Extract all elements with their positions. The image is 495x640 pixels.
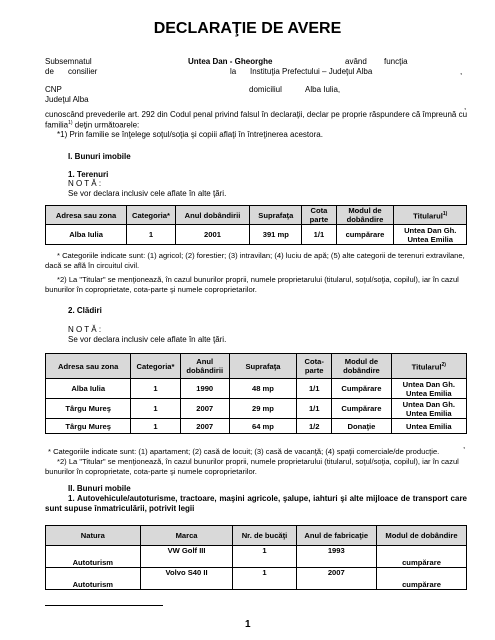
table-cell: 1 <box>131 379 180 399</box>
declarant-county: Judeţul Alba <box>45 95 89 104</box>
col-header-titular: Titularul$^{1)}$ <box>394 206 467 225</box>
nota-label: N O T Ă : <box>68 325 102 334</box>
table-cell: 1/2 <box>297 419 332 434</box>
table-row <box>46 399 467 419</box>
table-cell: Târgu Mureş <box>46 399 131 419</box>
table-row <box>46 419 467 434</box>
table-cell: Cumpărare <box>332 399 391 419</box>
intro-comma-2: , <box>464 102 467 111</box>
buildings-category-note: * Categoriile indicate sunt: (1) apartament; (2) casă de locuit; (3) casă de vacanţă; (4) spaţii comerciale/de producţie. <box>48 447 440 456</box>
table-cell: 1990 <box>180 379 229 399</box>
buildings-table <box>45 353 467 434</box>
col-header: Cota- parte <box>297 354 332 379</box>
table-cell: 2007 <box>296 568 376 590</box>
section-heading-imobile: I. Bunuri imobile <box>68 152 131 161</box>
col-header: Categoria* <box>131 354 180 379</box>
table-cell: Cumpărare <box>332 379 391 399</box>
declarant-institution: Instituţia Prefectului – Judeţul Alba <box>250 67 373 76</box>
vehicles-table <box>45 525 467 590</box>
intro-label-de: de <box>45 67 54 76</box>
col-header: Modul de dobândire <box>336 206 394 225</box>
table-cell: Untea Dan Gh. Untea Emilia <box>394 225 467 245</box>
table-cell: Târgu Mureş <box>46 419 131 434</box>
table-cell: Untea Dan Gh. Untea Emilia <box>391 399 466 419</box>
nota-text: Se vor declara inclusiv cele aflate în alte ţări. <box>68 335 227 344</box>
table-cell: 1 <box>233 546 296 568</box>
col-header-titular: Titularul$^{2)}$ <box>391 354 466 379</box>
table-cell: 1/1 <box>297 399 332 419</box>
table-cell: cumpărare <box>377 546 467 568</box>
table-cell: Autoturism <box>46 568 141 590</box>
intro-statement-2: familia$^{1)}$ deţin următoarele: <box>45 120 140 130</box>
table-cell: cumpărare <box>377 568 467 590</box>
table-cell: cumpărare <box>336 225 394 245</box>
declarant-function: consilier <box>68 67 98 76</box>
table-cell: 2007 <box>180 419 229 434</box>
intro-family-note: *1) Prin familie se înţelege soţul/soţia şi copiii aflaţi în întreţinerea acestora. <box>57 130 323 139</box>
col-header: Adresa sau zona <box>46 206 127 225</box>
table-cell: 1/1 <box>302 225 336 245</box>
table-cell: 29 mp <box>229 399 296 419</box>
intro-label-la: la <box>230 67 237 76</box>
table-cell: Donaţie <box>332 419 391 434</box>
col-header: Natura <box>46 526 141 546</box>
table-cell: 1 <box>131 419 180 434</box>
col-header: Anul dobândirii <box>180 354 229 379</box>
table-cell: 64 mp <box>229 419 296 434</box>
land-titular-note: *2) La "Titular" se menţionează, în cazul bunurilor proprii, numele proprietarului (titularul, soţul/soţia, copilul), iar în cazul bunurilor în coproprietate, cota-parte şi numele coproprietarilor. <box>45 275 459 294</box>
table-cell: Alba Iulia <box>46 379 131 399</box>
land-category-note: * Categoriile indicate sunt: (1) agricol; (2) forestier; (3) intravilan; (4) luciu de apă; (5) alte categorii de terenuri extravilane, dacă se află în circuitul civil. <box>45 251 465 270</box>
col-header: Modul de dobândire <box>332 354 391 379</box>
table-row <box>46 568 467 590</box>
nota-label: N O T Ă : <box>68 179 102 188</box>
section2-comma: , <box>463 441 466 450</box>
footnote-divider <box>45 605 163 606</box>
table-cell: Alba Iulia <box>46 225 127 245</box>
page-number: 1 <box>245 619 251 630</box>
declarant-address: Alba Iulia, <box>305 85 341 94</box>
table-cell: Untea Dan Gh. Untea Emilia <box>391 379 466 399</box>
intro-label-functia: funcţia <box>384 57 408 66</box>
table-cell: Autoturism <box>46 546 141 568</box>
table-cell: 2001 <box>175 225 250 245</box>
col-header: Suprafaţa <box>229 354 296 379</box>
col-header: Adresa sau zona <box>46 354 131 379</box>
col-header: Modul de dobândire <box>377 526 467 546</box>
subsection-heading-cladiri: 2. Clădiri <box>68 306 102 315</box>
page-title: DECLARAŢIE DE AVERE <box>153 20 342 37</box>
table-row <box>46 225 467 245</box>
intro-label-cnp: CNP <box>45 85 62 94</box>
col-header: Anul de fabricaţie <box>296 526 376 546</box>
table-cell: 1 <box>131 399 180 419</box>
table-cell: Volvo S40 II <box>140 568 233 590</box>
table-cell: VW Golf III <box>140 546 233 568</box>
section-heading-mobile: II. Bunuri mobile <box>68 484 131 493</box>
vehicles-subheading: 1. Autovehicule/autoturisme, tractoare, maşini agricole, şalupe, iahturi şi alte mijloace de transport care sunt supuse înmatriculării, potrivit legii <box>45 494 467 513</box>
intro-label-subsemnatul: Subsemnatul <box>45 57 92 66</box>
nota-text: Se vor declara inclusiv cele aflate în alte ţări. <box>68 189 227 198</box>
col-header: Anul dobândirii <box>175 206 250 225</box>
declarant-name: Untea Dan - Gheorghe <box>188 57 273 66</box>
buildings-titular-note: *2) La "Titular" se menţionează, în cazul bunurilor proprii, numele proprietarului (titularul, soţul/soţia, copilul), iar în cazul bunurilor în coproprietate, cota-parte şi numele coproprietarilor. <box>45 457 459 476</box>
table-cell: Untea Emilia <box>391 419 466 434</box>
col-header: Suprafaţa <box>250 206 302 225</box>
table-cell: 48 mp <box>229 379 296 399</box>
table-cell: 1/1 <box>297 379 332 399</box>
col-header: Cota parte <box>302 206 336 225</box>
col-header: Categoria* <box>127 206 176 225</box>
intro-label-avand: având <box>345 57 367 66</box>
table-cell: 1993 <box>296 546 376 568</box>
table-cell: 1 <box>127 225 176 245</box>
table-row <box>46 546 467 568</box>
land-table <box>45 205 467 245</box>
intro-label-domiciliul: domiciliul <box>249 85 282 94</box>
table-row <box>46 379 467 399</box>
table-cell: 391 mp <box>250 225 302 245</box>
col-header: Nr. de bucăţi <box>233 526 296 546</box>
table-cell: 2007 <box>180 399 229 419</box>
subsection-heading-terenuri: 1. Terenuri <box>68 170 109 179</box>
intro-statement: cunoscând prevederile art. 292 din Codul penal privind falsul în declaraţii, declar pe proprie răspundere că împreună cu <box>45 110 468 119</box>
col-header: Marca <box>140 526 233 546</box>
table-cell: 1 <box>233 568 296 590</box>
intro-comma: , <box>460 67 463 76</box>
